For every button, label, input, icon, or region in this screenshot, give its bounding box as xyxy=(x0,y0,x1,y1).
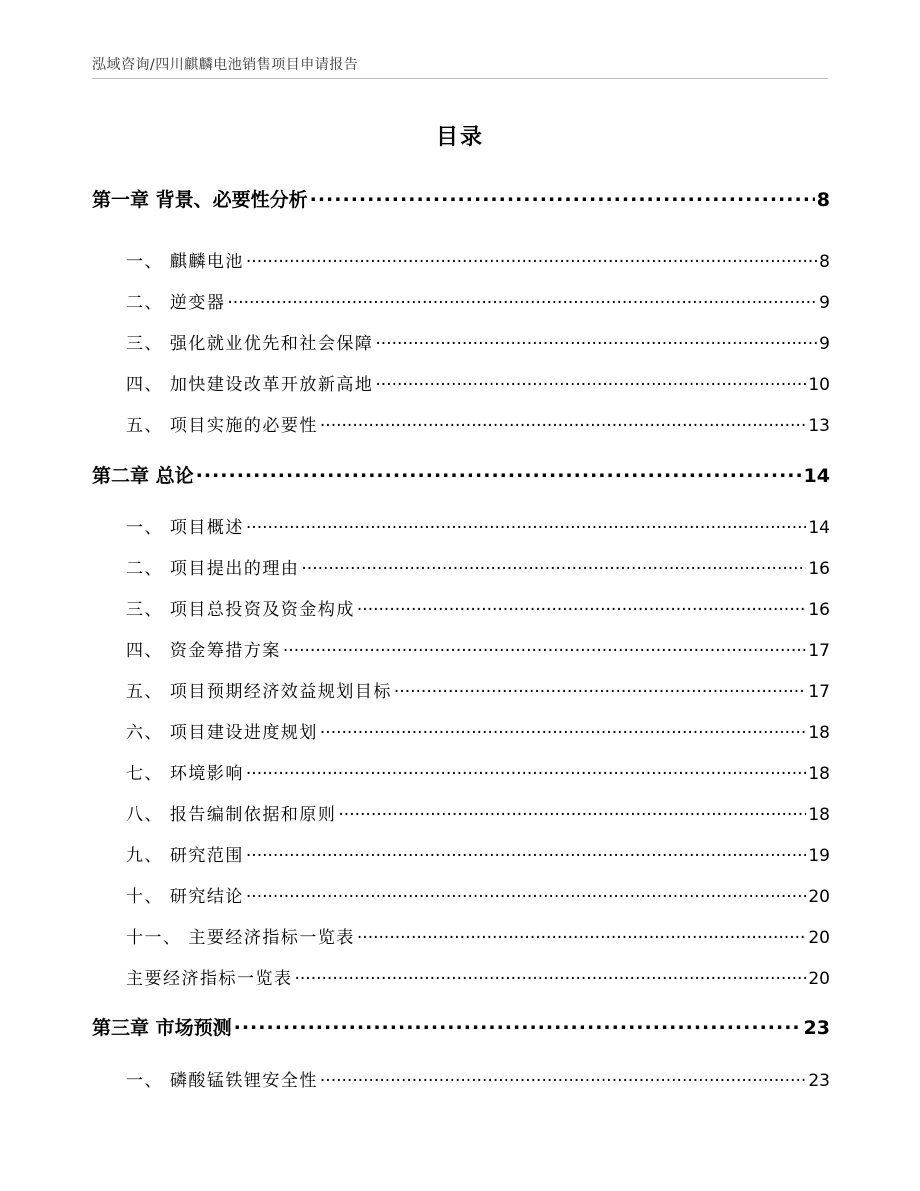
toc-leader xyxy=(283,639,806,656)
toc-leader xyxy=(320,721,806,738)
toc-entry[interactable] xyxy=(92,841,830,866)
toc-entry[interactable] xyxy=(92,370,830,395)
toc-leader xyxy=(375,332,817,349)
toc-entry-page: 14 xyxy=(803,465,830,487)
toc-entry[interactable] xyxy=(92,800,830,825)
toc-entry-label: 五、 项目预期经济效益规划目标 xyxy=(126,682,392,702)
toc-entry-label: 一、 项目概述 xyxy=(126,518,244,538)
toc-entry-page: 10 xyxy=(808,375,830,395)
toc-entry-label: 四、 资金筹措方案 xyxy=(126,641,281,661)
toc-entry[interactable] xyxy=(92,329,830,354)
toc-entry[interactable] xyxy=(92,411,830,436)
toc-leader xyxy=(246,762,806,779)
toc-entry-label: 第一章 背景、必要性分析 xyxy=(92,189,308,211)
toc-entry[interactable] xyxy=(92,554,830,579)
toc-entry-page: 14 xyxy=(808,518,830,538)
toc-entry-page: 18 xyxy=(808,805,830,825)
toc-entry-label: 三、 项目总投资及资金构成 xyxy=(126,600,355,620)
toc-entry-page: 8 xyxy=(816,189,830,211)
toc-entry[interactable] xyxy=(92,288,830,313)
toc-entry-page: 18 xyxy=(808,764,830,784)
toc-entry[interactable] xyxy=(92,247,830,272)
toc-entry[interactable] xyxy=(92,595,830,620)
toc-leader xyxy=(246,844,806,861)
toc-entry-label: 十一、 主要经济指标一览表 xyxy=(126,928,355,948)
toc-entry[interactable] xyxy=(92,636,830,661)
toc-entry-label: 四、 加快建设改革开放新高地 xyxy=(126,375,374,395)
toc-entry-page: 17 xyxy=(808,641,830,661)
toc-entry-label: 第三章 市场预测 xyxy=(92,1017,232,1039)
toc-entry[interactable] xyxy=(92,964,830,989)
toc-entry-chapter-1[interactable] xyxy=(92,185,830,212)
toc-leader xyxy=(227,291,817,308)
toc-entry[interactable] xyxy=(92,882,830,907)
toc-entry-page: 13 xyxy=(808,416,830,436)
toc-leader xyxy=(320,1069,806,1086)
toc-leader xyxy=(375,373,806,390)
running-header: 泓域咨询/四川麒麟电池销售项目申请报告 xyxy=(92,57,359,73)
toc-entry-label: 八、 报告编制依据和原则 xyxy=(126,805,337,825)
toc-entry[interactable] xyxy=(92,759,830,784)
toc-entry-label: 主要经济指标一览表 xyxy=(126,969,293,989)
toc-entry-label: 十、 研究结论 xyxy=(126,887,244,907)
toc-entry-page: 20 xyxy=(808,928,830,948)
toc-entry-chapter-3[interactable] xyxy=(92,1013,830,1040)
toc-entry-label: 六、 项目建设进度规划 xyxy=(126,723,318,743)
toc-entry[interactable] xyxy=(92,677,830,702)
toc-leader xyxy=(246,516,806,533)
toc-entry-page: 19 xyxy=(808,846,830,866)
toc-leader xyxy=(246,250,817,267)
toc-entry-label: 九、 研究范围 xyxy=(126,846,244,866)
toc-entry-page: 20 xyxy=(808,969,830,989)
toc-entry[interactable] xyxy=(92,513,830,538)
toc-title: 目录 xyxy=(435,125,484,150)
toc-leader xyxy=(338,803,806,820)
toc-leader xyxy=(320,414,806,431)
toc-entry-chapter-2[interactable] xyxy=(92,461,830,488)
toc-entry[interactable] xyxy=(92,1066,830,1091)
toc-leader xyxy=(196,463,802,482)
toc-entry-label: 第二章 总论 xyxy=(92,465,194,487)
toc-leader xyxy=(234,1015,802,1034)
toc-entry-label: 三、 强化就业优先和社会保障 xyxy=(126,334,374,354)
toc-leader xyxy=(295,967,807,984)
toc-entry-page: 16 xyxy=(808,600,830,620)
toc-leader xyxy=(310,187,815,206)
toc-entry-label: 二、 项目提出的理由 xyxy=(126,559,300,579)
toc-entry-page: 9 xyxy=(819,334,830,354)
toc-leader xyxy=(301,557,806,574)
toc-entry-page: 17 xyxy=(808,682,830,702)
toc-leader xyxy=(394,680,806,697)
toc-entry-page: 8 xyxy=(819,252,830,272)
toc-entry-page: 23 xyxy=(808,1071,830,1091)
toc-leader xyxy=(246,885,806,902)
toc-entry-label: 一、 磷酸锰铁锂安全性 xyxy=(126,1071,318,1091)
toc-entry[interactable] xyxy=(92,718,830,743)
toc-entry-page: 16 xyxy=(808,559,830,579)
toc-entry-page: 18 xyxy=(808,723,830,743)
toc-entry-page: 20 xyxy=(808,887,830,907)
toc-entry-label: 七、 环境影响 xyxy=(126,764,244,784)
toc-entry-page: 9 xyxy=(819,293,830,313)
header-rule xyxy=(92,78,828,79)
toc-entry-label: 一、 麒麟电池 xyxy=(126,252,244,272)
toc-entry-label: 二、 逆变器 xyxy=(126,293,226,313)
toc-entry[interactable] xyxy=(92,923,830,948)
toc-entry-page: 23 xyxy=(803,1017,830,1039)
toc-leader xyxy=(357,926,806,943)
toc-leader xyxy=(357,598,806,615)
toc-entry-label: 五、 项目实施的必要性 xyxy=(126,416,318,436)
